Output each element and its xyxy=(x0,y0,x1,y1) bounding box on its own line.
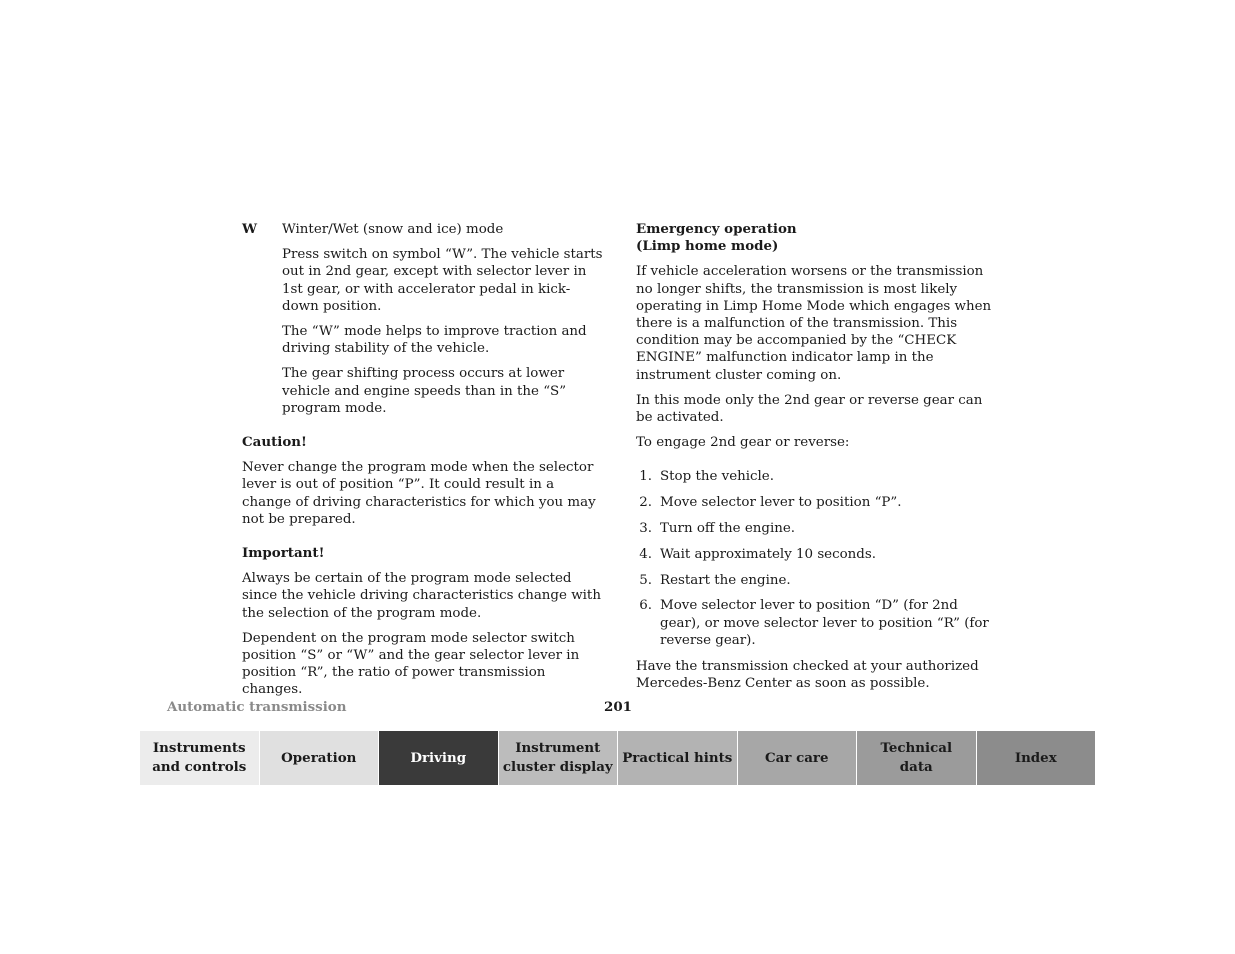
step-text: Move selector lever to position “D” (for 2nd gear), or move selector lever to position “R” (for reverse gear). xyxy=(660,598,989,648)
tab-car-care[interactable]: Car care xyxy=(737,731,857,785)
step-number: 4. xyxy=(639,546,652,562)
list-item xyxy=(636,520,998,537)
left-column xyxy=(242,221,607,707)
tab-instruments-and-controls[interactable]: Instruments and controls xyxy=(140,731,259,785)
list-item xyxy=(636,572,998,589)
w-mode-title: Winter/Wet (snow and ice) mode xyxy=(282,222,504,237)
caution-text: Never change the program mode when the selector lever is out of position “P”. It could result in a change of driving characteristics for which you may not be prepared. xyxy=(242,460,596,527)
w-mode-paragraph: The gear shifting process occurs at lower vehicle and engine speeds than in the “S” program mode. xyxy=(282,366,567,416)
steps-list xyxy=(636,468,998,649)
list-item xyxy=(636,546,998,563)
closing-paragraph: Have the transmission checked at your authorized Mercedes-Benz Center as soon as possible. xyxy=(636,658,979,691)
emergency-heading-line2: (Limp home mode) xyxy=(636,238,779,255)
step-number: 1. xyxy=(639,469,652,485)
emergency-paragraph: To engage 2nd gear or reverse: xyxy=(636,435,850,451)
tab-operation[interactable]: Operation xyxy=(259,731,379,785)
page-number: 201 xyxy=(604,699,632,715)
step-text: Wait approximately 10 seconds. xyxy=(660,546,876,562)
step-number: 3. xyxy=(639,521,652,537)
step-number: 6. xyxy=(639,598,652,614)
step-number: 5. xyxy=(639,572,652,588)
emergency-paragraph: If vehicle acceleration worsens or the transmission no longer shifts, the transmission is most likely operating in Limp Home Mode which engages when there is a malfunction of the transmission. This condition may be accompanied by the “CHECK ENGINE” malfunction indicator lamp in the instrument cluster coming on. xyxy=(636,264,992,383)
emergency-heading-line1: Emergency operation xyxy=(636,221,797,237)
w-mode-paragraph: The “W” mode helps to improve traction and driving stability of the vehicle. xyxy=(282,324,587,357)
important-paragraph: Dependent on the program mode selector switch position “S” or “W” and the gear selector lever in position “R”, the ratio of power transmission changes. xyxy=(242,630,580,698)
step-text: Turn off the engine. xyxy=(660,521,796,537)
section-title: Automatic transmission xyxy=(167,699,347,715)
tab-driving[interactable]: Driving xyxy=(378,731,498,785)
tab-index[interactable]: Index xyxy=(976,731,1096,785)
important-heading: Important! xyxy=(242,545,325,562)
chapter-nav-bar xyxy=(140,731,1095,785)
list-item xyxy=(636,597,998,649)
step-number: 2. xyxy=(639,495,652,511)
right-column xyxy=(636,221,998,700)
emergency-paragraph: In this mode only the 2nd gear or reverse gear can be activated. xyxy=(636,392,983,426)
step-text: Stop the vehicle. xyxy=(660,469,774,485)
caution-heading: Caution! xyxy=(242,434,307,451)
w-mode-key: W xyxy=(242,221,258,237)
step-text: Restart the engine. xyxy=(660,572,791,588)
list-item xyxy=(636,494,998,511)
tab-instrument-cluster-display[interactable]: Instrument cluster display xyxy=(498,731,618,785)
w-mode-row xyxy=(242,221,607,238)
w-mode-paragraph: Press switch on symbol “W”. The vehicle starts out in 2nd gear, except with selector lever in 1st gear, or with accelerator pedal in kick-down position. xyxy=(282,247,603,314)
tab-technical-data[interactable]: Technical data xyxy=(856,731,976,785)
important-paragraph: Always be certain of the program mode selected since the vehicle driving characteristics change with the selection of the program mode. xyxy=(242,571,601,621)
tab-practical-hints[interactable]: Practical hints xyxy=(617,731,737,785)
step-text: Move selector lever to position “P”. xyxy=(660,495,902,511)
list-item xyxy=(636,468,998,485)
